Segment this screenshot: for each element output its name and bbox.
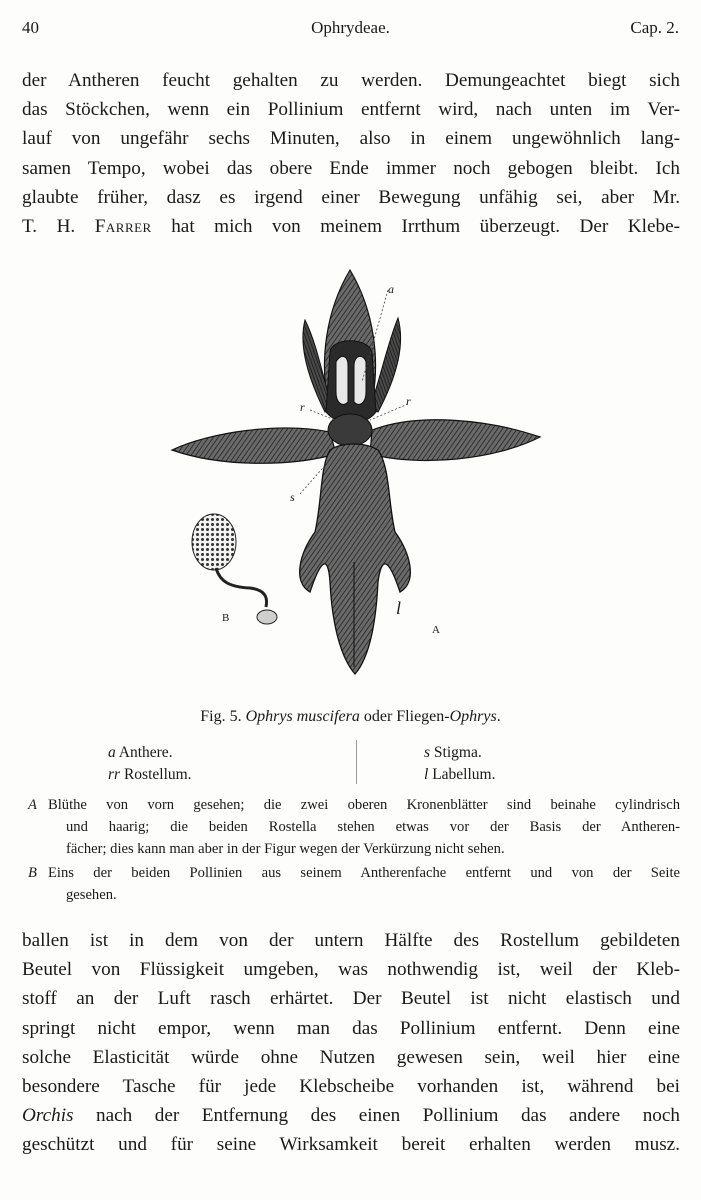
labellum: [300, 444, 411, 674]
label-a: a: [388, 282, 394, 296]
pollinium-b: [192, 514, 277, 624]
label-s: s: [290, 490, 295, 504]
figure-orchid-illustration: [150, 262, 570, 682]
paragraph-top: [22, 66, 680, 241]
desc-text: Eins der beiden Pollinien aus seinem Antherenfache entfernt und von der Seite: [48, 865, 680, 881]
orchid-drawing: [150, 262, 570, 682]
text-line: [22, 212, 680, 241]
legend-divider: [356, 740, 357, 784]
text-fragment: hat mich von meinem Irrthum überzeugt. Der Klebe-: [151, 216, 680, 238]
text-fragment: nach der Entfernung des einen Pollinium das andere noch: [73, 1105, 680, 1127]
text-line: samen Tempo, wobei das obere Ende immer noch gebogen bleibt. Ich: [22, 157, 680, 179]
right-lateral-sepal: [370, 420, 540, 461]
caption-suffix: .: [496, 708, 501, 725]
author-name: Farrer: [94, 216, 152, 238]
legend-left: [108, 742, 192, 786]
text-line: das Stöckchen, wenn ein Pollinium entfernt wird, nach unten im Ver-: [22, 99, 680, 121]
text-line: solche Elasticität würde ohne Nutzen gewesen sein, weil hier eine: [22, 1046, 680, 1068]
text-line: glaubte früher, dasz es irgend einer Bewegung unfähig sei, aber Mr.: [22, 186, 680, 208]
text-line: lauf von ungefähr sechs Minuten, also in einem ungewöhnlich lang-: [22, 128, 680, 150]
label-A: A: [432, 624, 440, 636]
paragraph-bottom: [22, 926, 680, 1160]
legend-key: l: [424, 766, 429, 783]
text-line: stoff an der Luft rasch erhärtet. Der Beutel ist nicht elastisch und: [22, 988, 680, 1010]
text-line: ballen ist in dem von der untern Hälfte des Rostellum gebildeten: [22, 930, 680, 951]
text-line: besondere Tasche für jede Klebscheibe vorhanden ist, während bei: [22, 1076, 680, 1098]
rostellum: [328, 414, 372, 446]
legend-text: Labellum.: [428, 766, 496, 783]
legend-text: Rostellum.: [120, 766, 192, 783]
caption-species: Ophrys muscifera: [245, 708, 360, 725]
legend-text: Stigma.: [430, 744, 482, 761]
desc-key: A: [28, 797, 37, 813]
desc-line: und haarig; die beiden Rostella stehen etwas vor der Basis der Antheren-: [66, 819, 680, 835]
text-line: springt nicht empor, wenn man das Pollinium entfernt. Denn eine: [22, 1017, 680, 1039]
legend-item: [424, 764, 495, 786]
text-line: geschützt und für seine Wirksamkeit bereit erhalten werden musz.: [22, 1134, 680, 1156]
page-number: 40: [22, 18, 39, 37]
label-B: B: [222, 612, 230, 624]
running-title: Ophrydeae.: [311, 18, 390, 37]
text-line: Beutel von Flüssigkeit umgeben, was nothwendig ist, weil der Kleb-: [22, 959, 680, 981]
desc-text: Blüthe von vorn gesehen; die zwei oberen Kronenblätter sind beinahe cylindrisch: [48, 797, 680, 813]
legend-item: [108, 764, 192, 786]
desc-line: [28, 794, 680, 816]
caption-genus: Ophrys: [449, 708, 497, 725]
chapter-label: Cap. 2.: [630, 18, 679, 37]
description-a: [28, 794, 680, 860]
legend-text: Anthere.: [115, 744, 173, 761]
caption-middle: oder Fliegen-: [359, 708, 450, 725]
desc-key: B: [28, 865, 37, 881]
legend-item: [424, 742, 495, 764]
desc-line: [28, 862, 680, 884]
genus-name: Orchis: [22, 1105, 74, 1127]
desc-line: gesehen.: [66, 887, 117, 903]
description-b: [28, 862, 680, 906]
desc-line: fächer; dies kann man aber in der Figur wegen der Verkürzung nicht sehen.: [66, 841, 505, 857]
label-r-right: r: [406, 394, 411, 408]
legend-item: [108, 742, 192, 764]
anther: [326, 341, 376, 424]
figure-caption: [0, 708, 701, 726]
legend-key: s: [424, 744, 431, 761]
text-fragment: T. H.: [22, 216, 95, 238]
label-r-left: r: [300, 400, 305, 414]
legend-right: [424, 742, 495, 786]
caption-prefix: Fig. 5.: [200, 708, 246, 725]
text-line: [22, 1101, 680, 1130]
left-lateral-sepal: [172, 428, 336, 463]
legend-key: rr: [108, 766, 121, 783]
text-line: der Antheren feucht gehalten zu werden. Demungeachtet biegt sich: [22, 70, 680, 91]
label-l: l: [396, 598, 402, 618]
running-header: [22, 18, 679, 46]
legend-key: a: [108, 744, 116, 761]
